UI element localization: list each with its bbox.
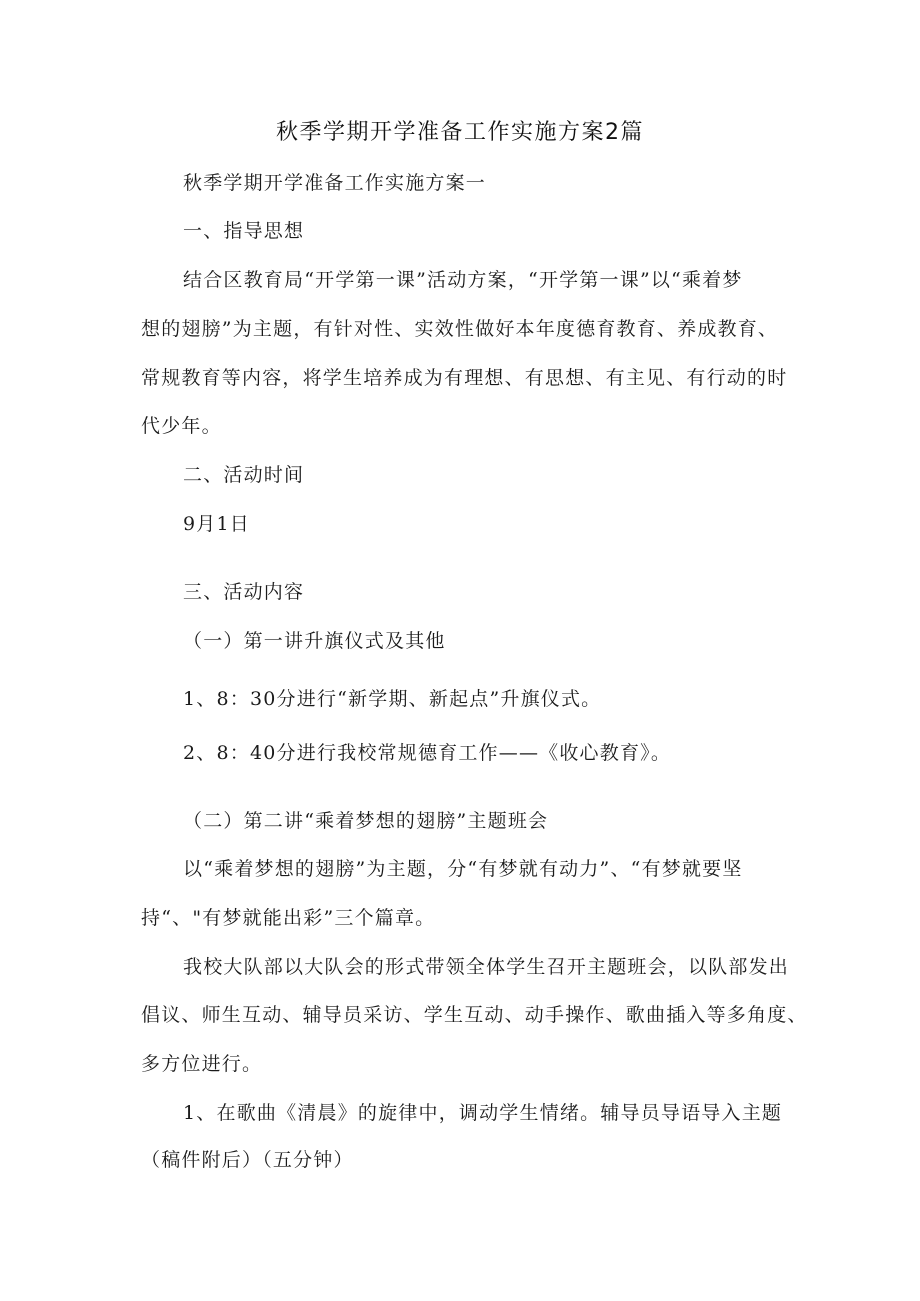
subsection-heading-flag-ceremony: （一）第一讲升旗仪式及其他 bbox=[183, 630, 446, 652]
subsection-heading-class-meeting: （二）第二讲“乘着梦想的翅膀”主题班会 bbox=[183, 810, 549, 832]
paragraph-line: 倡议、师生互动、辅导员采访、学生互动、动手操作、歌曲插入等多角度、 bbox=[141, 1004, 808, 1026]
activity-date: 9月1日 bbox=[183, 513, 250, 535]
paragraph-line: 常规教育等内容，将学生培养成为有理想、有思想、有主见、有行动的时 bbox=[141, 367, 788, 389]
paragraph-line: 持“、"有梦就能出彩”三个篇章。 bbox=[141, 907, 436, 929]
paragraph-line: 代少年。 bbox=[141, 415, 222, 437]
section-heading-guiding-ideology: 一、指导思想 bbox=[183, 220, 305, 242]
paragraph-line: 想的翅膀”为主题，有针对性、实效性做好本年度德育教育、养成教育、 bbox=[141, 318, 779, 340]
paragraph-line: 以“乘着梦想的翅膀”为主题，分“有梦就有动力”、“有梦就要坚 bbox=[183, 858, 743, 880]
paragraph-line: 我校大队部以大队会的形式带领全体学生召开主题班会，以队部发出 bbox=[183, 956, 790, 978]
list-item: 2、8：40分进行我校常规德育工作——《收心教育》。 bbox=[183, 742, 672, 764]
section-heading-activity-time: 二、活动时间 bbox=[183, 464, 305, 486]
document-subtitle: 秋季学期开学准备工作实施方案一 bbox=[183, 172, 487, 194]
paragraph-line: 多方位进行。 bbox=[141, 1053, 263, 1075]
section-heading-activity-content: 三、活动内容 bbox=[183, 581, 305, 603]
paragraph-line: 结合区教育局“开学第一课”活动方案，“开学第一课”以“乘着梦 bbox=[183, 269, 743, 291]
list-item: 1、在歌曲《清晨》的旋律中，调动学生情绪。辅导员导语导入主题 bbox=[183, 1102, 783, 1124]
document-title: 秋季学期开学准备工作实施方案2篇 bbox=[276, 120, 644, 145]
list-item: 1、8：30分进行“新学期、新起点”升旗仪式。 bbox=[183, 688, 602, 710]
list-item: （稿件附后）（五分钟） bbox=[141, 1149, 354, 1171]
